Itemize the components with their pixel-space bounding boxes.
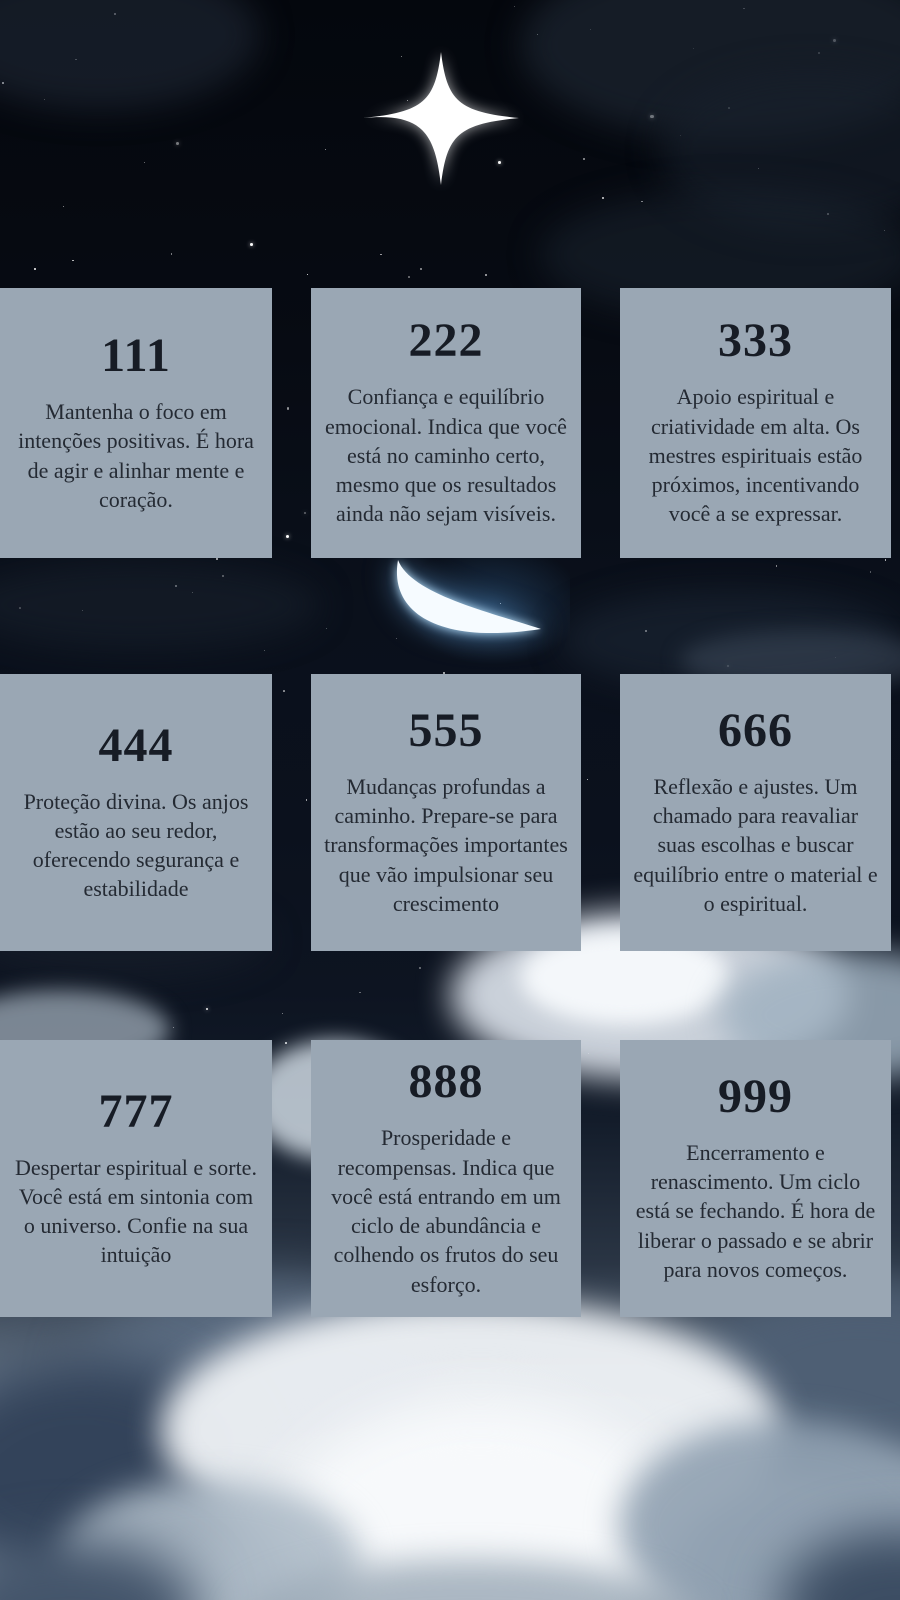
card-description: Proteção divina. Os anjos estão ao seu redor, oferecendo segurança e estabilidade: [23, 788, 249, 902]
card-777: [0, 1040, 272, 1317]
card-666: [620, 674, 891, 951]
angel-number: 777: [98, 1084, 174, 1138]
angel-number: 555: [408, 703, 484, 757]
card-description: Apoio espiritual e criatividade em alta. Os mestres espirituais estão próximos, incentivando você a se expressar.: [648, 384, 863, 527]
angel-number: 888: [408, 1055, 484, 1109]
angel-number: 222: [408, 314, 484, 368]
card-888: [311, 1040, 581, 1317]
angel-number: 333: [718, 314, 793, 368]
sparkle-star-icon: [356, 43, 526, 193]
card-111: [0, 288, 272, 558]
card-description: Mantenha o foco em intenções positivas. É hora de agir e alinhar mente e coração.: [18, 399, 254, 512]
card-222: [311, 288, 581, 558]
card-555: [311, 674, 581, 951]
card-description: Despertar espiritual e sorte. Você está em sintonia com o universo. Confie na sua intuição: [15, 1154, 257, 1268]
card-description: Reflexão e ajustes. Um chamado para reavaliar suas escolhas e buscar equilíbrio entre o material e o espiritual.: [633, 773, 878, 916]
angel-number: 999: [718, 1069, 793, 1123]
card-999: [620, 1040, 891, 1317]
card-description: Encerramento e renascimento. Um ciclo está se fechando. É hora de liberar o passado e se abrir para novos começos.: [635, 1139, 876, 1282]
angel-number: 111: [101, 329, 171, 382]
card-description: Confiança e equilíbrio emocional. Indica que você está no caminho certo, mesmo que os resultados ainda não sejam visíveis.: [325, 384, 567, 527]
angel-number: 444: [98, 718, 174, 772]
angel-number: 666: [718, 703, 793, 757]
crescent-moon: [385, 550, 555, 650]
card-description: Mudanças profundas a caminho. Prepare-se para transformações importantes que vão impulsionar seu crescimento: [324, 773, 568, 916]
card-333: [620, 288, 891, 558]
card-444: [0, 674, 272, 951]
card-description: Prosperidade e recompensas. Indica que você está entrando em um ciclo de abundância e colhendo os frutos do seu esforço.: [331, 1125, 561, 1297]
